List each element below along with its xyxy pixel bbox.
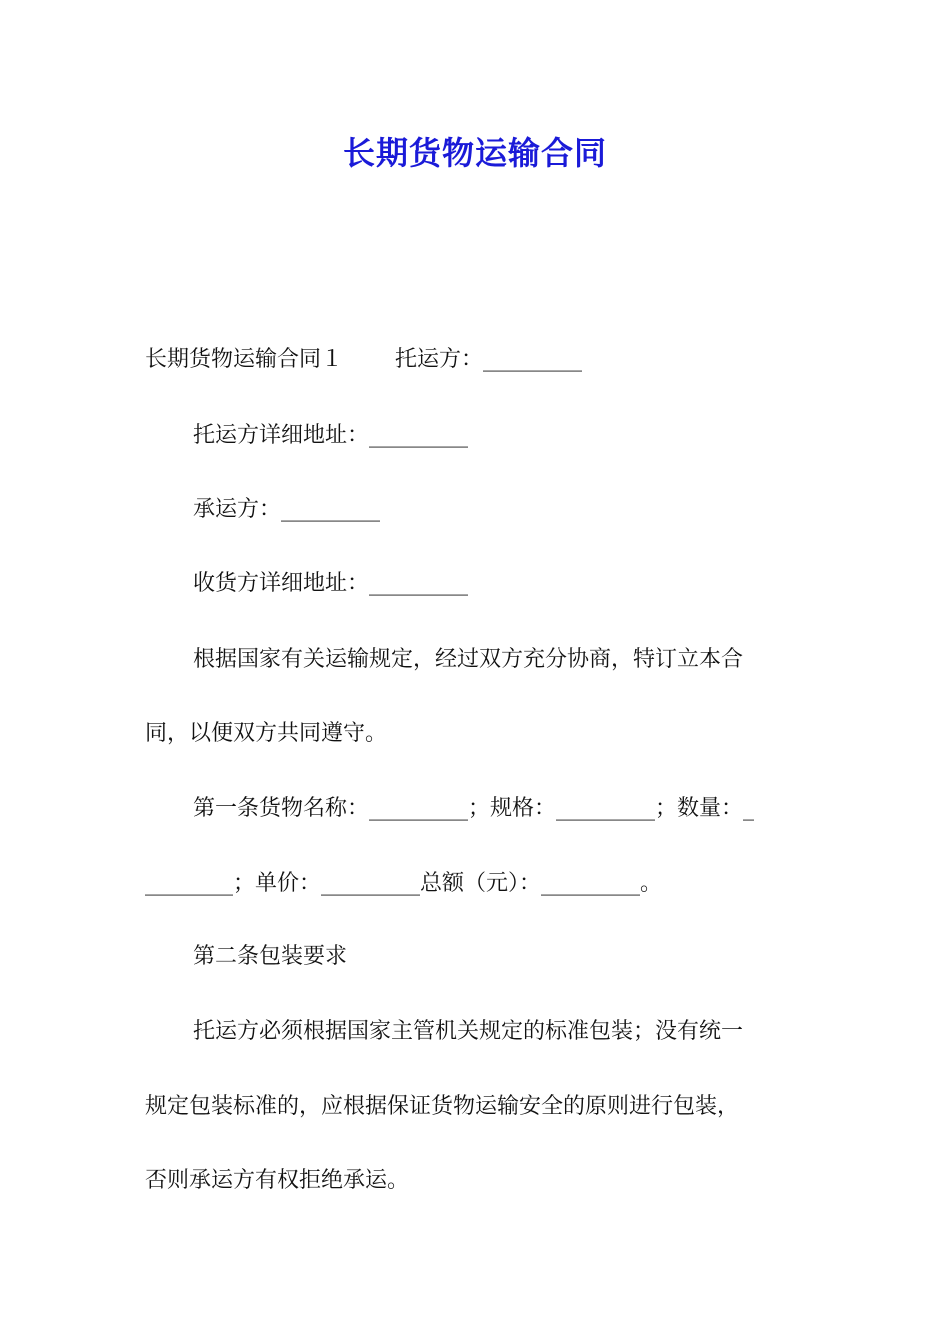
- document-title: 长期货物运输合同: [342, 134, 607, 172]
- consignor-address-line: 托运方详细地址：_________: [193, 423, 469, 448]
- contract-number: 长期货物运输合同１: [145, 347, 344, 372]
- article-2-heading: 第二条包装要求: [193, 944, 348, 969]
- carrier-line: 承运方：_________: [193, 497, 381, 522]
- paragraph-preamble-line-2: 同，以便双方共同遵守。: [145, 721, 388, 746]
- article-2-line-2: 规定包装标准的，应根据保证货物运输安全的原则进行包装，: [145, 1094, 740, 1119]
- paragraph-preamble-line-1: 根据国家有关运输规定，经过双方充分协商，特订立本合: [193, 647, 744, 672]
- article-2-line-1: 托运方必须根据国家主管机关规定的标准包装；没有统一: [193, 1019, 744, 1044]
- consignee-address-line: 收货方详细地址：_________: [193, 571, 469, 596]
- consignor-field: 托运方：_________: [395, 347, 583, 372]
- article-2-line-3: 否则承运方有权拒绝承运。: [145, 1168, 410, 1193]
- contract-heading-line: [145, 345, 810, 375]
- article-1-line-1: 第一条货物名称：_________；规格：_________；数量：_: [193, 796, 755, 821]
- article-1-line-2: ________；单价：_________总额（元）：_________。: [145, 871, 663, 896]
